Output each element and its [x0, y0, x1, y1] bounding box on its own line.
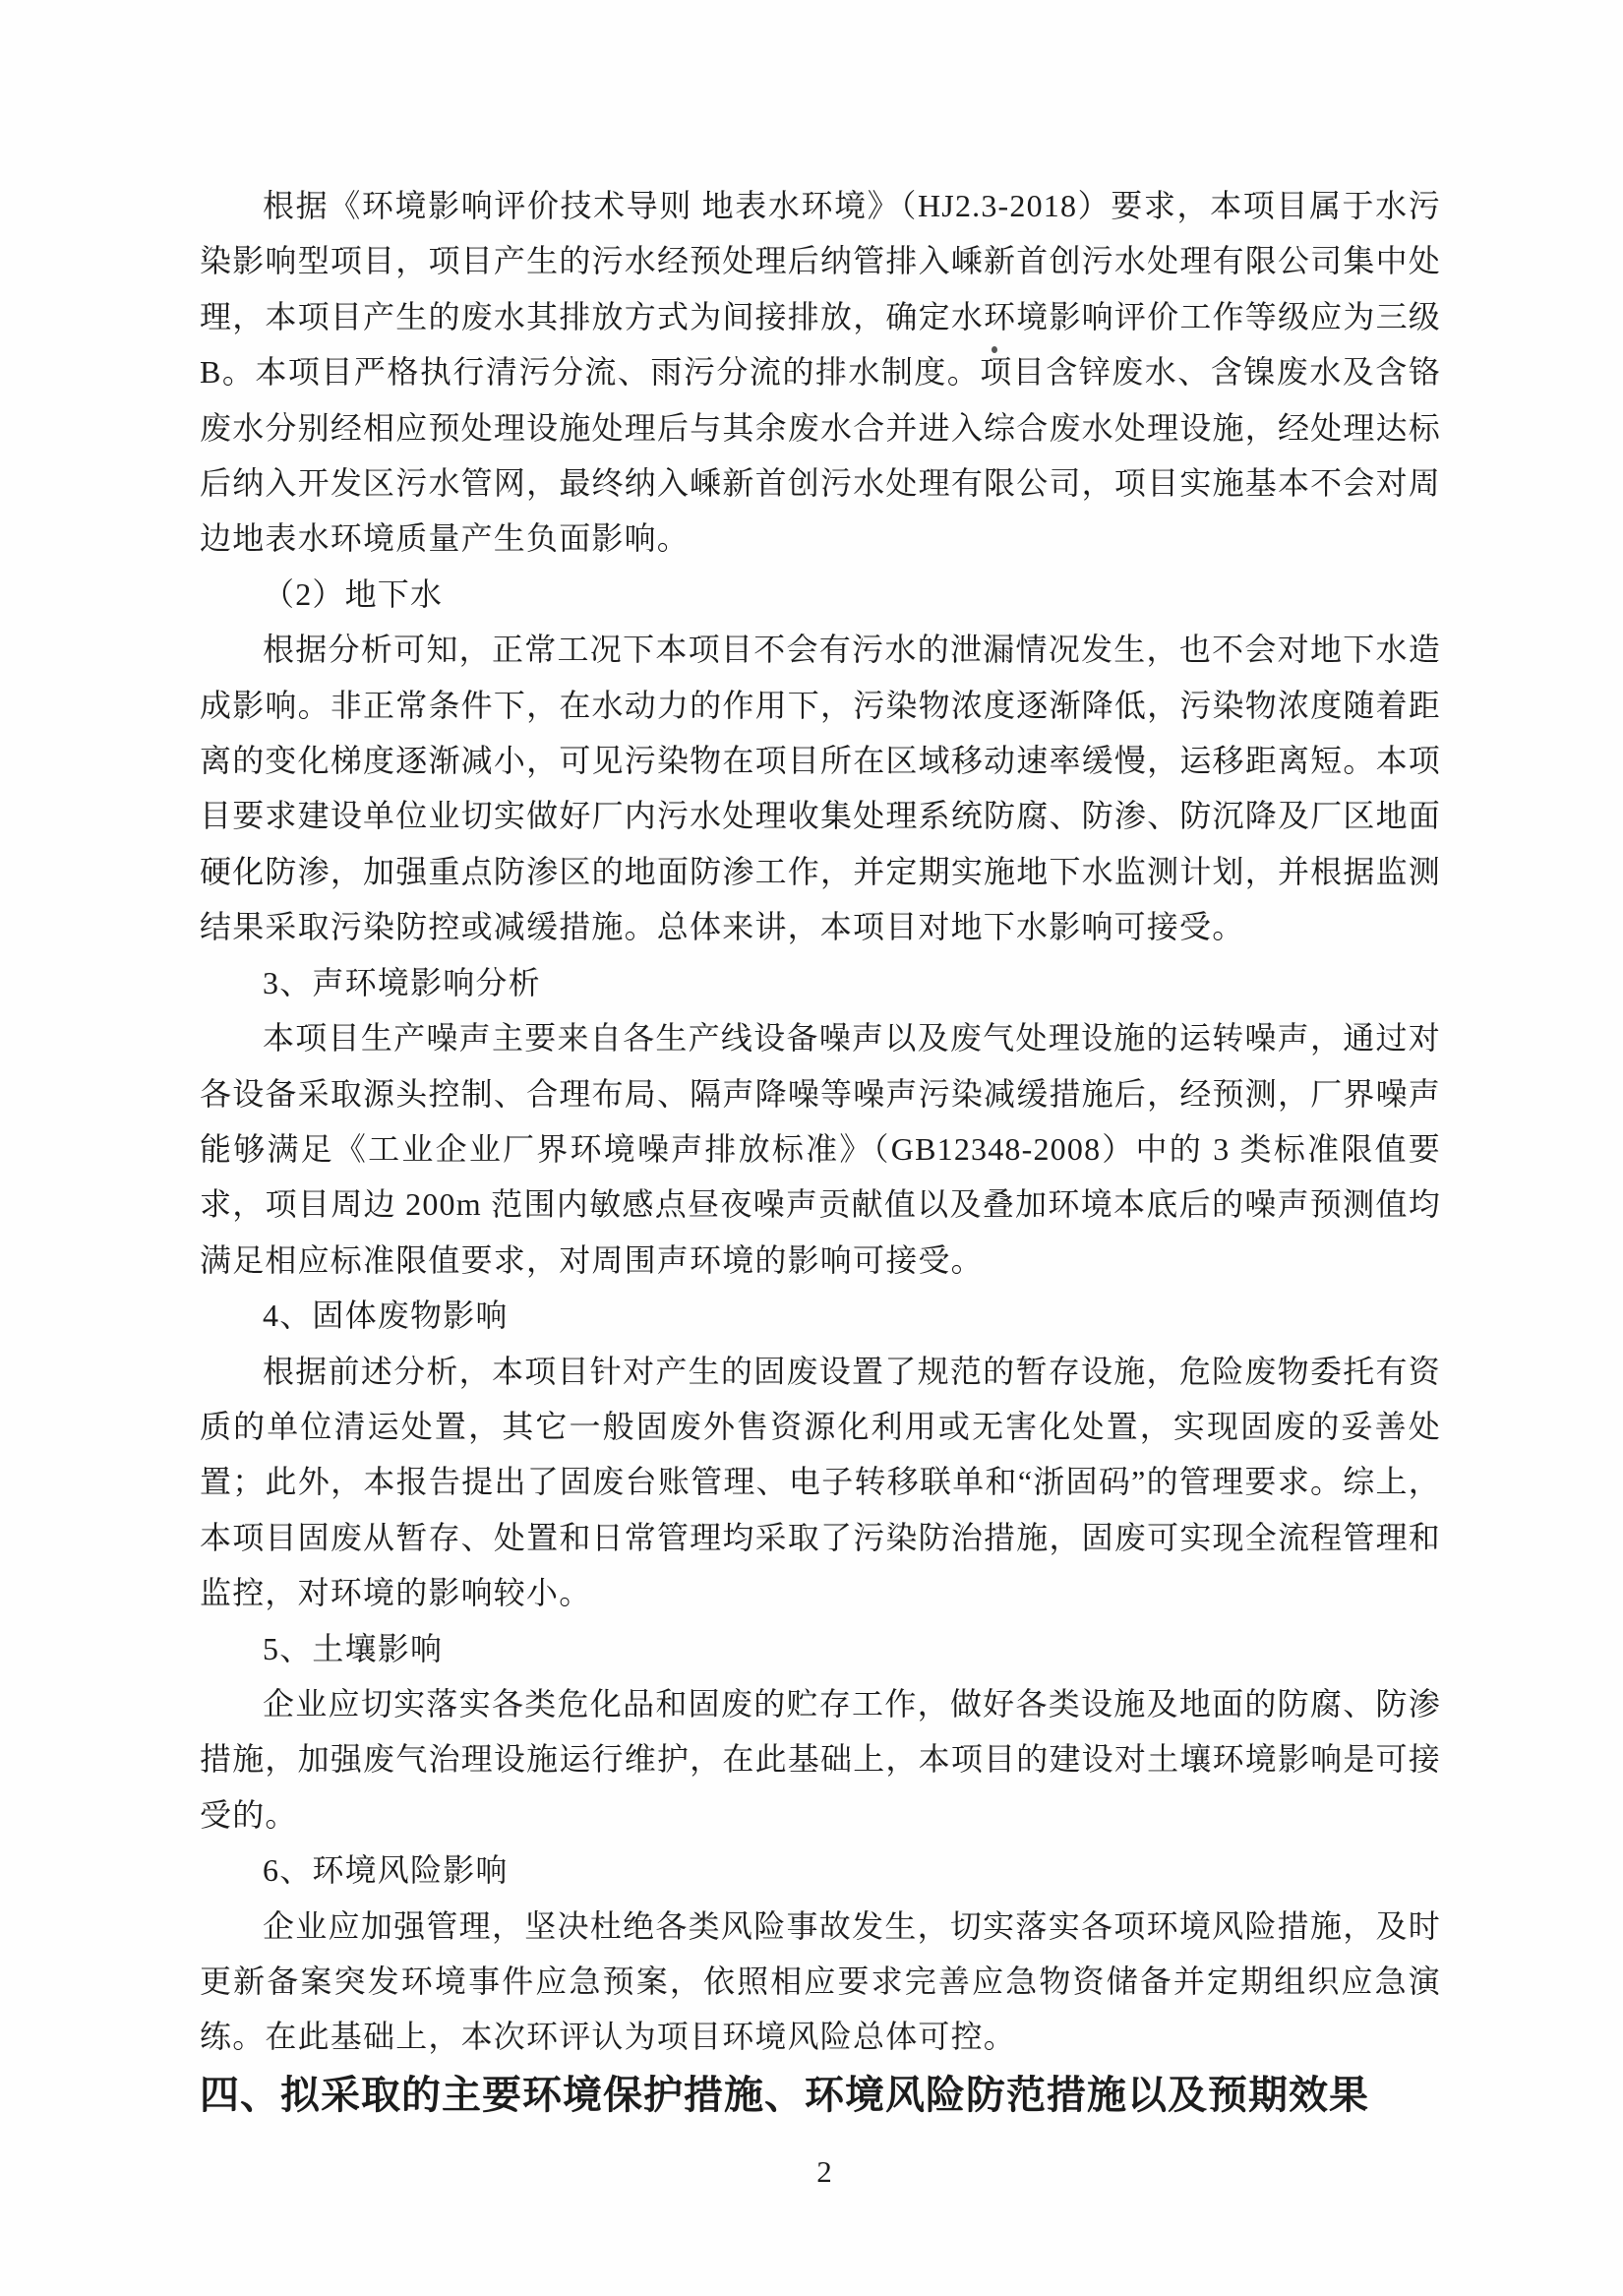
paragraph-groundwater: 根据分析可知，正常工况下本项目不会有污水的泄漏情况发生，也不会对地下水造成影响。非正常条件下，在水动力的作用下，污染物浓度逐渐降低，污染物浓度随着距离的变化梯度逐渐减小，可见污染物在项目所在区域移动速率缓慢，运移距离短。本项目要求建设单位业切实做好厂内污水处理收集处理系统防腐、防渗、防沉降及厂区地面硬化防渗，加强重点防渗区的地面防渗工作，并定期实施地下水监测计划，并根据监测结果采取污染防控或减缓措施。总体来讲，本项目对地下水影响可接受。	[200, 632, 1441, 945]
paragraph-environmental-risk: 企业应加强管理，坚决杜绝各类风险事故发生，切实落实各项环境风险措施，及时更新备案突发环境事件应急预案，依照相应要求完善应急物资储备并定期组织应急演练。在此基础上，本次环评认为项目环境风险总体可控。	[200, 1907, 1441, 2055]
document-body	[200, 178, 1441, 2124]
page-number: 2	[816, 2154, 832, 2189]
subheading-noise: 3、声环境影响分析	[263, 964, 541, 1000]
subheading-soil: 5、土壤影响	[263, 1630, 444, 1666]
subheading-groundwater: （2）地下水	[263, 575, 444, 612]
paragraph-noise: 本项目生产噪声主要来自各生产线设备噪声以及废气处理设施的运转噪声，通过对各设备采取源头控制、合理布局、隔声降噪等噪声污染减缓措施后，经预测，厂界噪声能够满足《工业企业厂界环境噪声排放标准》（GB12348-2008）中的 3 类标准限值要求，项目周边 200m 范围内敏感点昼夜噪声贡献值以及叠加环境本底后的噪声预测值均满足相应标准限值要求，对周围声环境的影响可接受。	[200, 1020, 1441, 1278]
subheading-solid-waste: 4、固体废物影响	[263, 1298, 509, 1334]
section-heading: 四、拟采取的主要环境保护措施、环境风险防范措施以及预期效果	[200, 2072, 1369, 2117]
subheading-environmental-risk: 6、环境风险影响	[263, 1852, 509, 1889]
paragraph-soil: 企业应切实落实各类危化品和固废的贮存工作，做好各类设施及地面的防腐、防渗措施，加强废气治理设施运行维护，在此基础上，本项目的建设对土壤环境影响是可接受的。	[200, 1685, 1441, 1833]
paragraph-solid-waste: 根据前述分析，本项目针对产生的固废设置了规范的暂存设施，危险废物委托有资质的单位清运处置，其它一般固废外售资源化利用或无害化处置，实现固废的妥善处置；此外，本报告提出了固废台账管理、电子转移联单和“浙固码”的管理要求。综上，本项目固废从暂存、处置和日常管理均采取了污染防治措施，固废可实现全流程管理和监控，对环境的影响较小。	[200, 1353, 1441, 1611]
scan-artifact-dot	[992, 346, 997, 353]
paragraph-surface-water: 根据《环境影响评价技术导则 地表水环境》（HJ2.3-2018）要求，本项目属于水污染影响型项目，项目产生的污水经预处理后纳管排入嵊新首创污水处理有限公司集中处理，本项目产生的废水其排放方式为间接排放，确定水环境影响评价工作等级应为三级B。本项目严格执行清污分流、雨污分流的排水制度。项目含锌废水、含镍废水及含铬废水分别经相应预处理设施处理后与其余废水合并进入综合废水处理设施，经处理达标后纳入开发区污水管网，最终纳入嵊新首创污水处理有限公司，项目实施基本不会对周边地表水环境质量产生负面影响。	[200, 188, 1441, 557]
